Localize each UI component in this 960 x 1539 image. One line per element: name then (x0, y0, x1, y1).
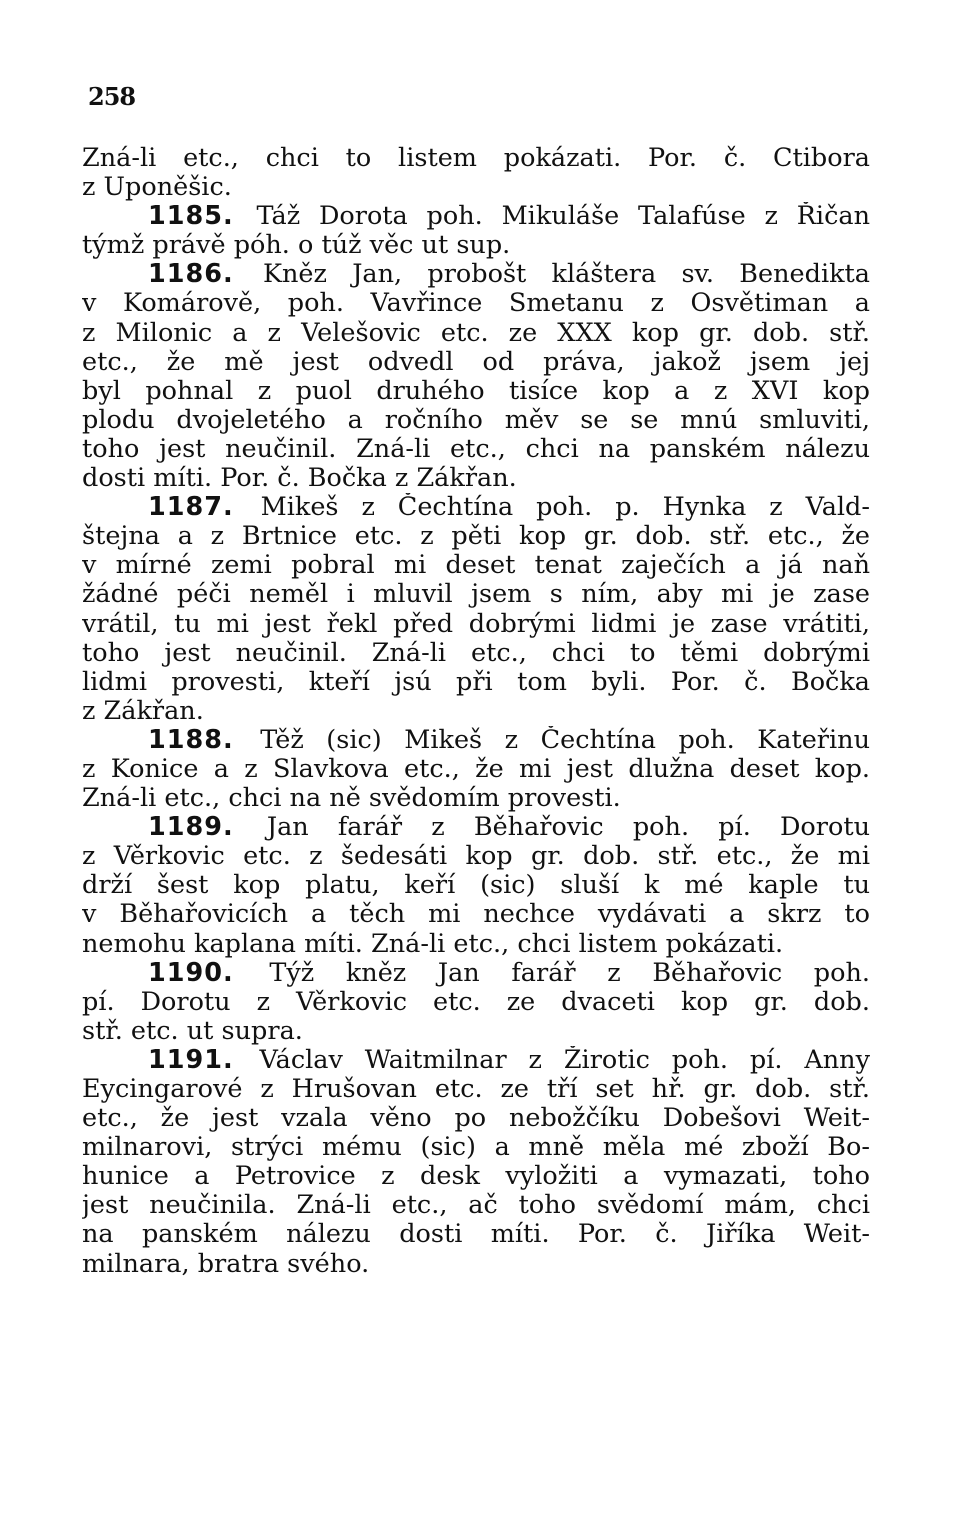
text-line: dosti míti. Por. č. Bočka z Zákřan. (82, 464, 517, 494)
text-line: Eycingarové z Hrušovan etc. ze tří set hř. gr. dob. stř. (82, 1075, 870, 1104)
text-span: Mikeš z Čechtína poh. p. Hynka z Vald- (260, 493, 870, 523)
entry-number: 1188. (148, 725, 234, 755)
text-span: Václav Waitmilnar z Žirotic poh. pí. Anny (259, 1045, 870, 1075)
text-line: týmž právě póh. o túž věc ut sup. (82, 231, 511, 261)
text-line: byl pohnal z puol druhého tisíce kop a z XVI kop (82, 376, 870, 406)
entry-number: 1191. (148, 1045, 234, 1075)
text-line: milnara, bratra svého. (82, 1249, 370, 1279)
text-span: Kněz Jan, probošt kláštera sv. Benedikta (262, 260, 870, 290)
text-line: z Milonic a z Velešovic etc. ze XXX kop gr. dob. stř. (82, 318, 870, 348)
text-line: milnarovi, strýci mému (sic) a mně měla mé zboží Bo- (82, 1133, 870, 1163)
text-span: Těž (sic) Mikeš z Čechtína poh. Kateřinu (260, 725, 870, 755)
text-column (82, 144, 870, 1279)
entry-first-line (82, 1046, 870, 1075)
entry-first-line (82, 260, 870, 289)
entry-number: 1185. (148, 202, 234, 232)
entry-first-line (82, 202, 870, 231)
text-line: toho jest neučinil. Zná-li etc., chci na panském nálezu (82, 434, 870, 464)
page-number: 258 (88, 82, 136, 111)
entry-number: 1189. (148, 813, 234, 843)
text-line: etc., že mě jest odvedl od práva, jakož jsem jej (82, 347, 870, 377)
text-line: žádné péči neměl i mluvil jsem s ním, aby mi je zase (82, 580, 870, 610)
text-line: z Zákřan. (82, 696, 204, 726)
text-line: z Konice a z Slavkova etc., že mi jest dlužna deset kop. (82, 754, 870, 784)
entry-first-line (82, 726, 870, 755)
text-line: plodu dvojeletého a ročního měv se se mnú smluviti, (82, 405, 870, 435)
text-line: v mírné zemi pobral mi deset tenat zaječích a já naň (82, 551, 870, 581)
text-line: z Věrkovic etc. z šedesáti kop gr. dob. stř. etc., že mi (82, 842, 870, 872)
text-line: na panském nálezu dosti míti. Por. č. Jiříka Weit- (82, 1220, 870, 1250)
text-line: z Uponěšic. (82, 173, 232, 203)
text-line: Zná-li etc., chci na ně svědomím provesti. (82, 784, 621, 814)
entry-number: 1187. (148, 493, 234, 523)
text-line: nemohu kaplana míti. Zná-li etc., chci listem pokázati. (82, 929, 784, 959)
text-line: v Běhařovicích a těch mi nechce vydávati a skrz to (82, 900, 870, 930)
text-line: Zná-li etc., chci to listem pokázati. Por. č. Ctibora (82, 144, 870, 173)
text-line: štejna a z Brtnice etc. z pěti kop gr. dob. stř. etc., že (82, 522, 870, 552)
entry-first-line (82, 493, 870, 522)
text-line: hunice a Petrovice z desk vyložiti a vymazati, toho (82, 1162, 870, 1192)
text-line: etc., že jest vzala věno po nebožčíku Dobešovi Weit- (82, 1104, 870, 1134)
text-line: pí. Dorotu z Věrkovic etc. ze dvaceti kop gr. dob. (82, 987, 870, 1017)
text-line: jest neučinila. Zná-li etc., ač toho svědomí mám, chci (82, 1191, 870, 1221)
text-line: toho jest neučinil. Zná-li etc., chci to těmi dobrými (82, 638, 870, 668)
text-span: Jan farář z Běhařovic poh. pí. Dorotu (266, 813, 870, 843)
text-line: drží šest kop platu, keří (sic) sluší k mé kaple tu (82, 871, 870, 901)
text-line: vrátil, tu mi jest řekl před dobrými lidmi je zase vrátiti, (82, 609, 870, 639)
entry-first-line (82, 959, 870, 988)
entry-first-line (82, 813, 870, 842)
text-line: lidmi provesti, kteří jsú při tom byli. Por. č. Bočka (82, 667, 870, 697)
text-line: stř. etc. ut supra. (82, 1016, 303, 1046)
entry-number: 1190. (148, 958, 234, 988)
text-span: Týž kněz Jan farář z Běhařovic poh. (269, 958, 870, 988)
text-line: v Komárově, poh. Vavřince Smetanu z Osvětiman a (82, 289, 870, 319)
text-span: Táž Dorota poh. Mikuláše Talafúse z Řičan (256, 202, 870, 232)
entry-number: 1186. (148, 260, 234, 290)
